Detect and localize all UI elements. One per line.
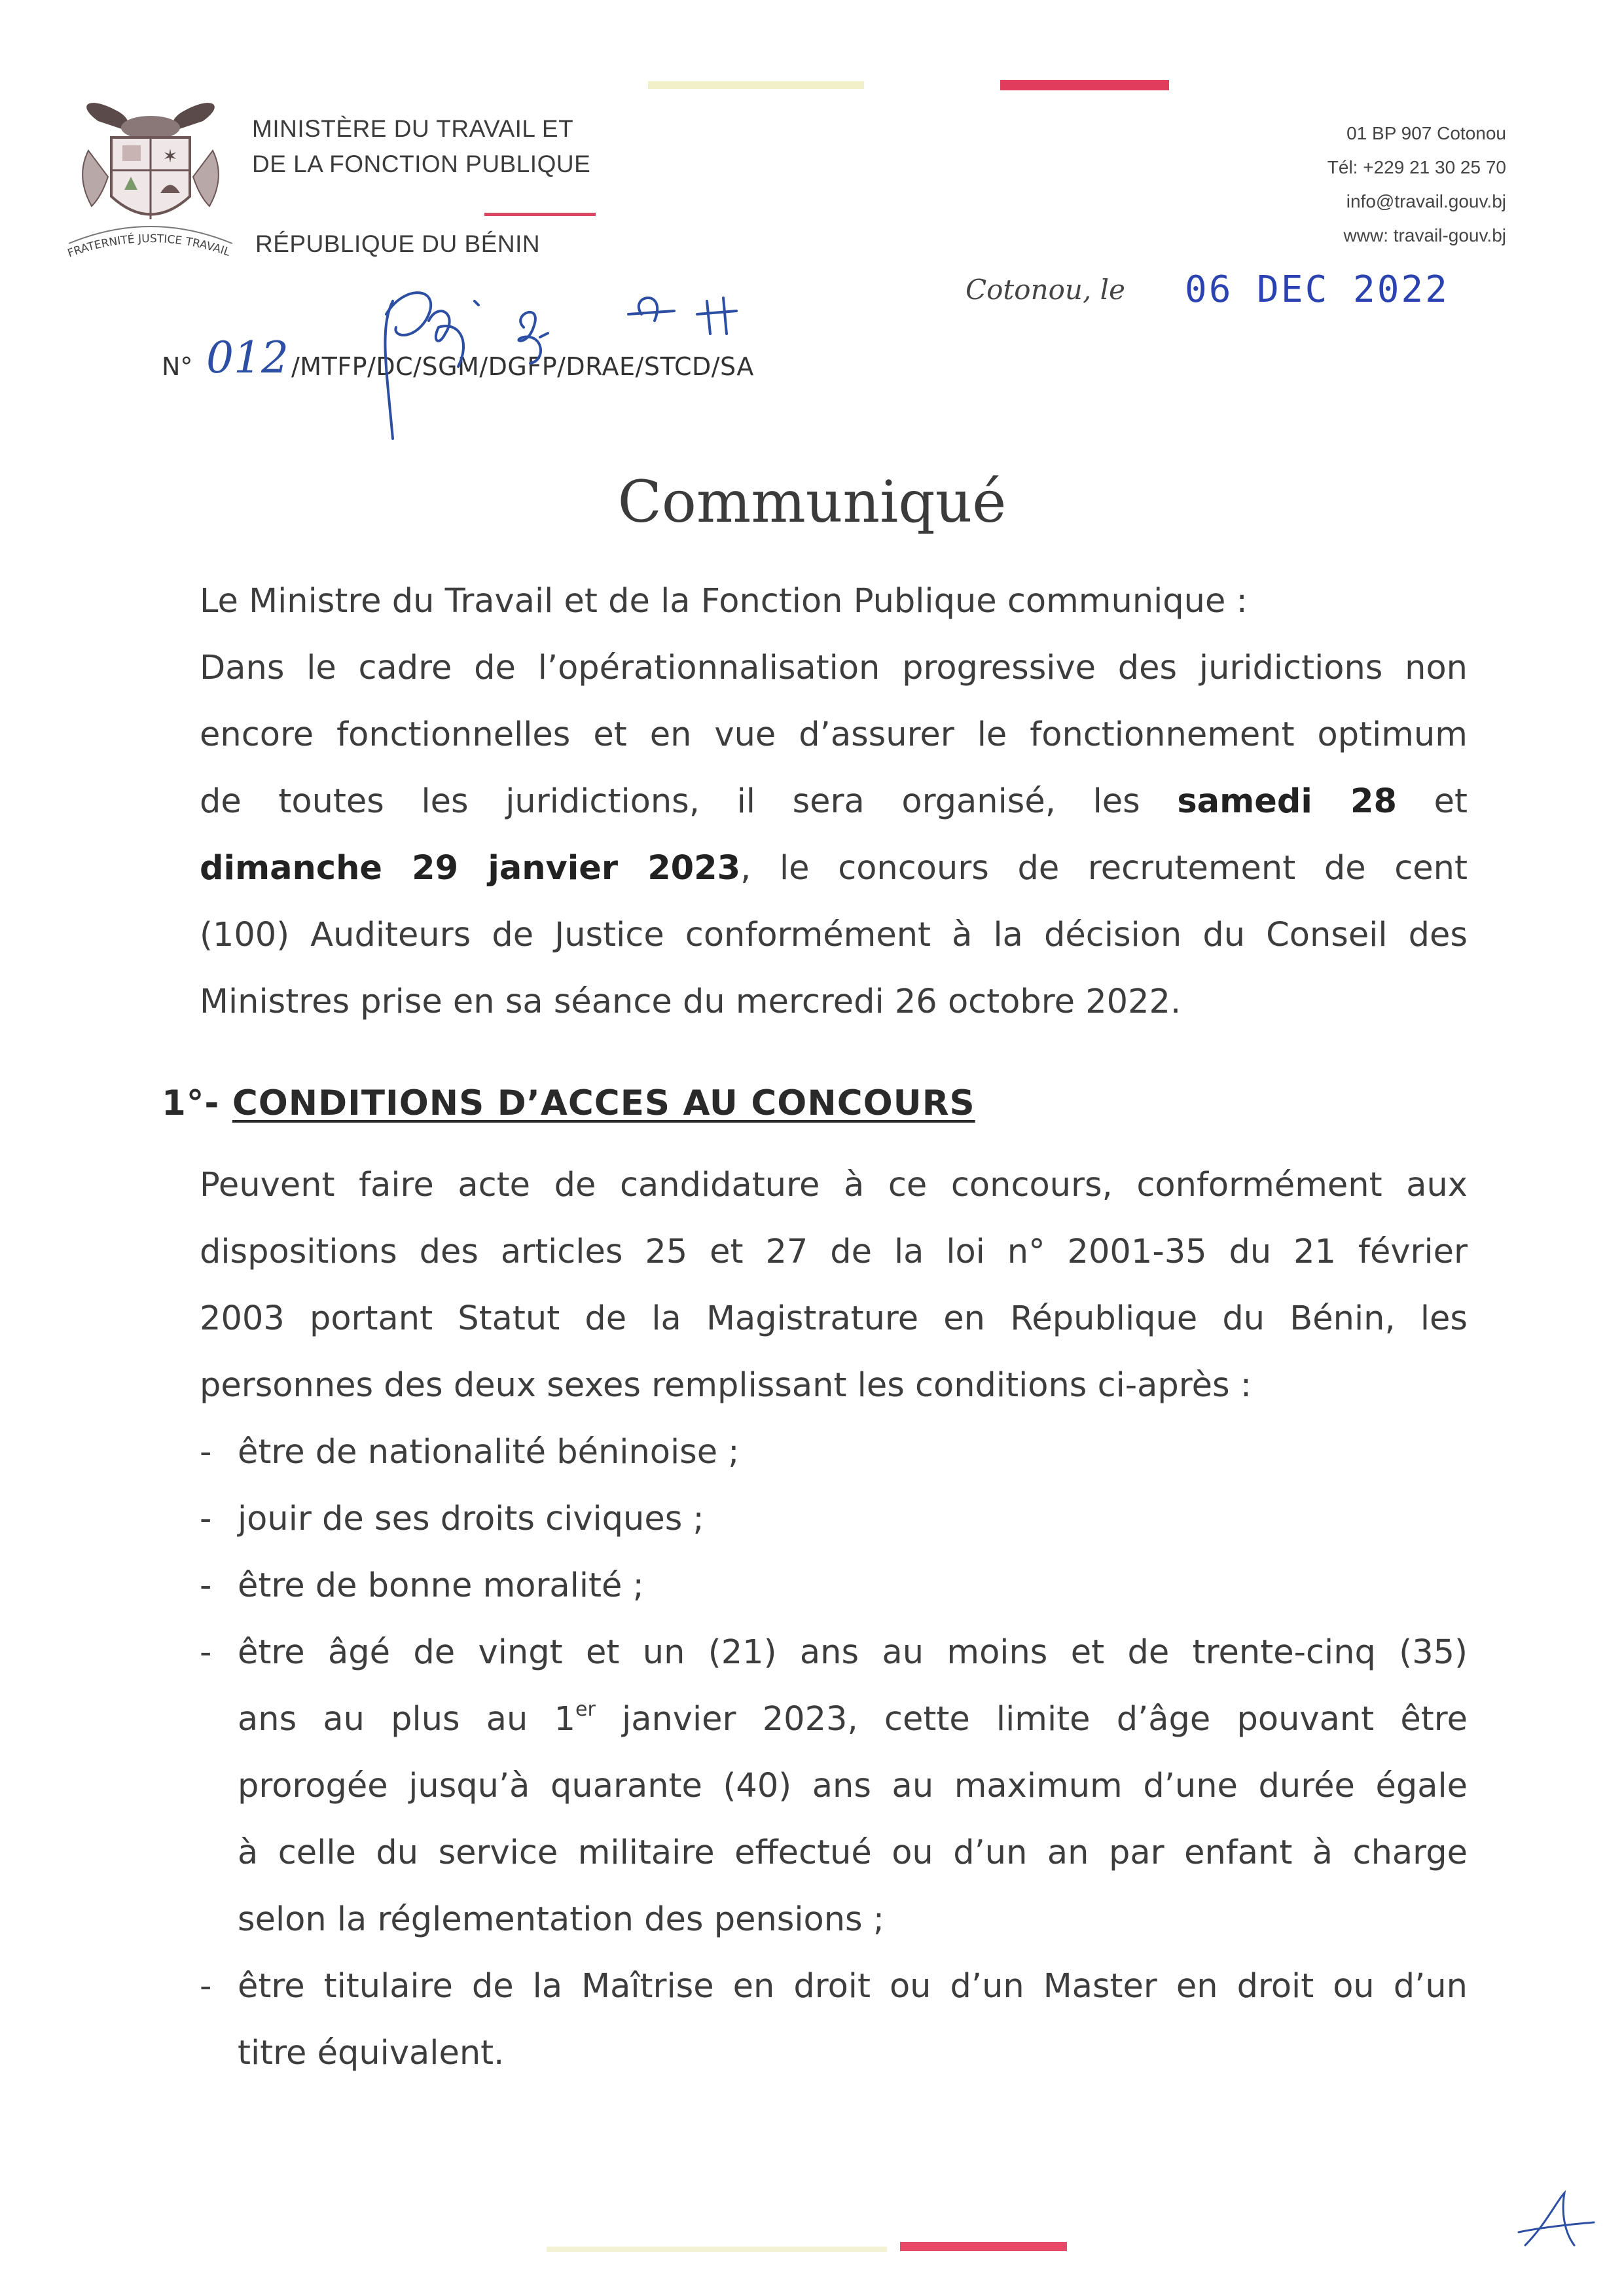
intro-line-4-text: , le concours de recrutement de cent (740, 849, 1468, 888)
intro-opening-line: Le Ministre du Travail et de la Fonction Publique communique : (200, 582, 1248, 621)
date-label: Cotonou, le (965, 274, 1125, 306)
ministry-name-line1: MINISTÈRE DU TRAVAIL ET (252, 115, 574, 142)
contact-block (1327, 117, 1506, 253)
condition-morality: être de bonne moralité ; (238, 1566, 644, 1605)
section-1-heading (162, 1083, 975, 1123)
condition-age-line-2 (238, 1686, 1468, 1753)
website-address[interactable]: www: travail-gouv.bj (1343, 225, 1506, 245)
condition-nationality: être de nationalité béninoise ; (238, 1433, 740, 1472)
phone-number: Tél: +229 21 30 25 70 (1327, 157, 1506, 177)
exam-date-saturday: samedi 28 (1177, 782, 1397, 821)
reference-prefix: N° (162, 352, 193, 381)
letterhead-red-rule (484, 213, 596, 216)
condition-age-line-2-end: janvier 2023, cette limite d’âge pouvant être (595, 1700, 1468, 1739)
page-initial-signature (1512, 2186, 1597, 2258)
condition-age-line-3: prorogée jusqu’à quarante (40) ans au maximum d’une durée égale (238, 1767, 1468, 1805)
top-decorative-bar-yellow (648, 81, 864, 89)
intro-line-3-text: de toutes les juridictions, il sera organisé, les (200, 782, 1178, 821)
email-address[interactable]: info@travail.gouv.bj (1346, 191, 1506, 211)
condition-degree-line-1: être titulaire de la Maîtrise en droit ou d’un Master en droit ou d’un (238, 1967, 1468, 2006)
condition-age-line-5: selon la réglementation des pensions ; (238, 1900, 885, 1939)
condition-civic-rights: jouir de ses droits civiques ; (238, 1500, 704, 1538)
reference-number-handwritten: 012 (206, 333, 289, 383)
coat-of-arms-emblem (62, 98, 239, 268)
top-decorative-bar-red (1000, 80, 1169, 90)
exam-date-sunday: dimanche 29 janvier 2023 (200, 849, 741, 888)
intro-line-3 (200, 768, 1468, 835)
svg-text:FRATERNITÉ JUSTICE TRAVAIL: FRATERNITÉ JUSTICE TRAVAIL (65, 232, 232, 261)
bullet-dash-4: - (200, 1633, 212, 1672)
condition-degree-line-2: titre équivalent. (238, 2034, 505, 2072)
bullet-dash-2: - (200, 1500, 212, 1538)
bullet-dash-5: - (200, 1967, 212, 2006)
postal-address: 01 BP 907 Cotonou (1346, 123, 1506, 143)
section-1-line-3: 2003 portant Statut de la Magistrature en République du Bénin, les (200, 1299, 1468, 1338)
bullet-dash-1: - (200, 1433, 212, 1472)
bottom-decorative-bar-yellow (547, 2247, 887, 2252)
svg-text:✶: ✶ (162, 145, 178, 167)
ministry-name-line2: DE LA FONCTION PUBLIQUE (252, 151, 591, 177)
intro-line-3-end: et (1396, 782, 1468, 821)
condition-age-line-1: être âgé de vingt et un (21) ans au moins et de trente-cinq (35) (238, 1633, 1468, 1672)
document-title: Communiqué (617, 468, 1007, 535)
reference-path: /MTFP/DC/SGM/DGFP/DRAE/STCD/SA (291, 352, 754, 381)
section-1-line-4: personnes des deux sexes remplissant les conditions ci-après : (200, 1366, 1252, 1405)
intro-line-5: (100) Auditeurs de Justice conformément à la décision du Conseil des (200, 916, 1468, 954)
ordinal-superscript: er (575, 1698, 596, 1721)
handwritten-initials (367, 275, 812, 445)
section-1-number: 1°- (162, 1083, 232, 1123)
ministry-name (252, 111, 590, 182)
condition-age-line-4: à celle du service militaire effectué ou d’un an par enfant à charge (238, 1834, 1468, 1872)
section-1-line-1: Peuvent faire acte de candidature à ce concours, conformément aux (200, 1166, 1468, 1204)
intro-line-6: Ministres prise en sa séance du mercredi 26 octobre 2022. (200, 983, 1182, 1021)
bottom-decorative-bar-red (900, 2242, 1067, 2251)
condition-age-line-2-start: ans au plus au 1 (238, 1700, 576, 1739)
intro-line-1: Dans le cadre de l’opérationnalisation progressive des juridictions non (200, 649, 1468, 687)
intro-line-4 (200, 835, 1468, 902)
republic-name: RÉPUBLIQUE DU BÉNIN (255, 230, 541, 257)
section-1-line-2: dispositions des articles 25 et 27 de la loi n° 2001-35 du 21 février (200, 1233, 1468, 1271)
date-stamp: 06 DEC 2022 (1185, 268, 1449, 311)
bullet-dash-3: - (200, 1566, 212, 1605)
section-1-title: CONDITIONS D’ACCES AU CONCOURS (232, 1083, 975, 1123)
intro-line-2: encore fonctionnelles et en vue d’assurer le fonctionnement optimum (200, 715, 1468, 754)
